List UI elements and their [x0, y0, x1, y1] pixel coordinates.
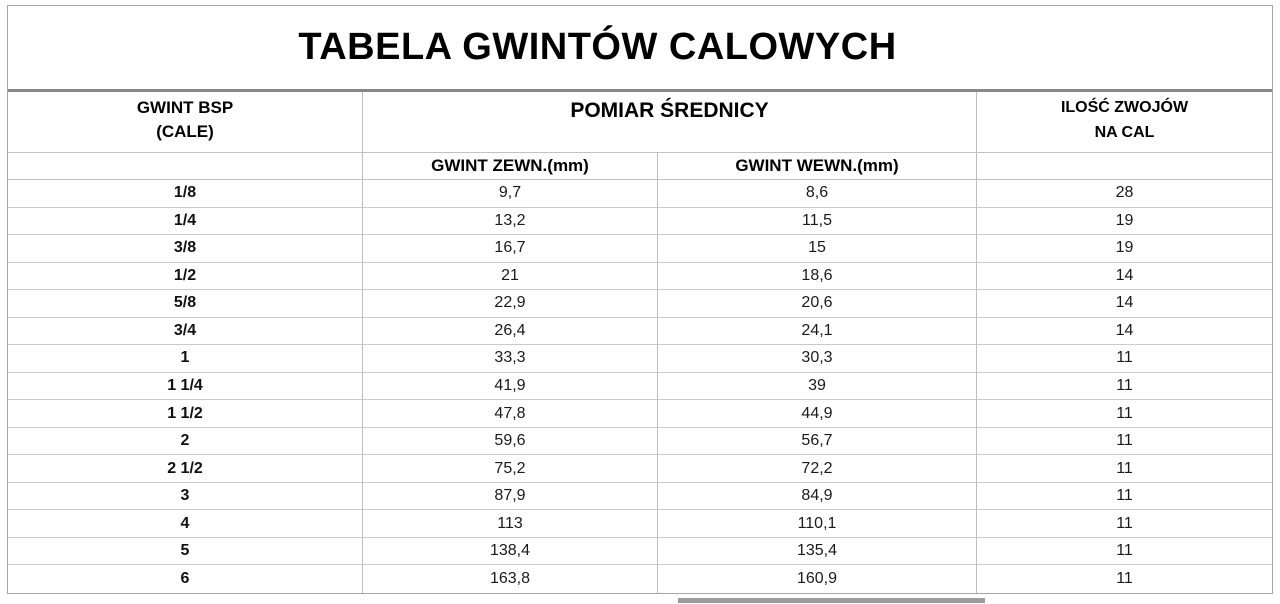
row-14-zwoje-cell: 11 [1116, 570, 1133, 588]
row-3-zewn-cell: 21 [363, 263, 658, 291]
row-1-zwoje-cell: 19 [977, 208, 1272, 236]
subheader-gwint-wewn: GWINT WEWN.(mm) [658, 153, 977, 180]
row-13-bsp-cell: 5 [8, 538, 363, 566]
row-7-zewn-cell: 41,9 [363, 373, 658, 401]
row-13-wewn-cell: 135,4 [658, 538, 977, 566]
row-5-wewn-cell: 24,1 [658, 318, 977, 346]
row-2-wewn-cell: 15 [658, 235, 977, 263]
row-9-zewn-cell: 59,6 [363, 428, 658, 456]
row-2-bsp-cell: 3/8 [8, 235, 363, 263]
row-10-bsp-cell: 2 1/2 [8, 455, 363, 483]
row-9-wewn-cell: 56,7 [658, 428, 977, 456]
row-6-wewn-cell: 30,3 [658, 345, 977, 373]
row-9-bsp-cell: 2 [8, 428, 363, 456]
row-10-zwoje-cell: 11 [977, 455, 1272, 483]
row-12-wewn-cell: 110,1 [658, 510, 977, 538]
partial-bottom-border [678, 598, 985, 603]
row-0-zwoje-cell: 28 [977, 180, 1272, 208]
row-10-zewn-cell: 75,2 [363, 455, 658, 483]
row-3-zwoje-cell: 14 [977, 263, 1272, 291]
row-9-zwoje-cell: 11 [977, 428, 1272, 456]
row-4-zwoje-cell: 14 [977, 290, 1272, 318]
subheader-empty-right [977, 153, 1272, 180]
row-8-zewn-cell: 47,8 [363, 400, 658, 428]
header-gwint-bsp [8, 92, 363, 153]
row-6-bsp-cell: 1 [8, 345, 363, 373]
header-ilosc-zwojow-line1: ILOŚĆ ZWOJÓW [1060, 99, 1189, 116]
row-5-zewn-cell: 26,4 [363, 318, 658, 346]
row-12-bsp-cell: 4 [8, 510, 363, 538]
row-6-zewn-cell: 33,3 [363, 345, 658, 373]
row-8-zwoje-cell: 11 [977, 400, 1272, 428]
thread-table [7, 5, 1273, 594]
row-8-bsp-cell: 1 1/2 [8, 400, 363, 428]
row-14-wewn-cell: 160,9 [658, 565, 977, 593]
header-ilosc-zwojow-line2: NA CAL [1094, 124, 1155, 141]
row-0-bsp-cell: 1/8 [8, 180, 363, 208]
row-11-bsp-cell: 3 [8, 483, 363, 511]
row-1-bsp-cell: 1/4 [8, 208, 363, 236]
row-12-zewn-cell: 113 [363, 510, 658, 538]
row-14-zewn-cell: 163,8 [363, 565, 658, 593]
row-13-zewn-cell: 138,4 [363, 538, 658, 566]
row-11-zwoje-cell: 11 [977, 483, 1272, 511]
row-5-bsp-cell: 3/4 [8, 318, 363, 346]
header-gwint-bsp-line2: (CALE) [156, 122, 214, 141]
row-3-wewn-cell: 18,6 [658, 263, 977, 291]
row-0-wewn-cell: 8,6 [658, 180, 977, 208]
row-2-zewn-cell: 16,7 [363, 235, 658, 263]
header-pomiar-srednicy: POMIAR ŚREDNICY [363, 92, 977, 153]
row-8-wewn-cell: 44,9 [658, 400, 977, 428]
row-1-wewn-cell: 11,5 [658, 208, 977, 236]
table-title: TABELA GWINTÓW CALOWYCH [8, 6, 1272, 92]
row-5-zwoje-cell: 14 [977, 318, 1272, 346]
row-4-wewn-cell: 20,6 [658, 290, 977, 318]
subheader-gwint-zewn: GWINT ZEWN.(mm) [363, 153, 658, 180]
row-13-zwoje-cell: 11 [977, 538, 1272, 566]
row-12-zwoje-cell: 11 [977, 510, 1272, 538]
row-7-wewn-cell: 39 [658, 373, 977, 401]
row-4-bsp-cell: 5/8 [8, 290, 363, 318]
subheader-empty-left [8, 153, 363, 180]
header-ilosc-zwojow [977, 92, 1272, 153]
row-4-zewn-cell: 22,9 [363, 290, 658, 318]
row-10-wewn-cell: 72,2 [658, 455, 977, 483]
row-0-zewn-cell: 9,7 [363, 180, 658, 208]
row-11-wewn-cell: 84,9 [658, 483, 977, 511]
row-3-bsp-cell: 1/2 [8, 263, 363, 291]
row-2-zwoje-cell: 19 [977, 235, 1272, 263]
row-1-zewn-cell: 13,2 [363, 208, 658, 236]
row-6-zwoje-cell: 11 [977, 345, 1272, 373]
row-7-bsp-cell: 1 1/4 [8, 373, 363, 401]
row-11-zewn-cell: 87,9 [363, 483, 658, 511]
header-gwint-bsp-line1: GWINT BSP [136, 98, 234, 117]
row-7-zwoje-cell: 11 [977, 373, 1272, 401]
row-14-bsp-cell: 6 [8, 565, 363, 593]
